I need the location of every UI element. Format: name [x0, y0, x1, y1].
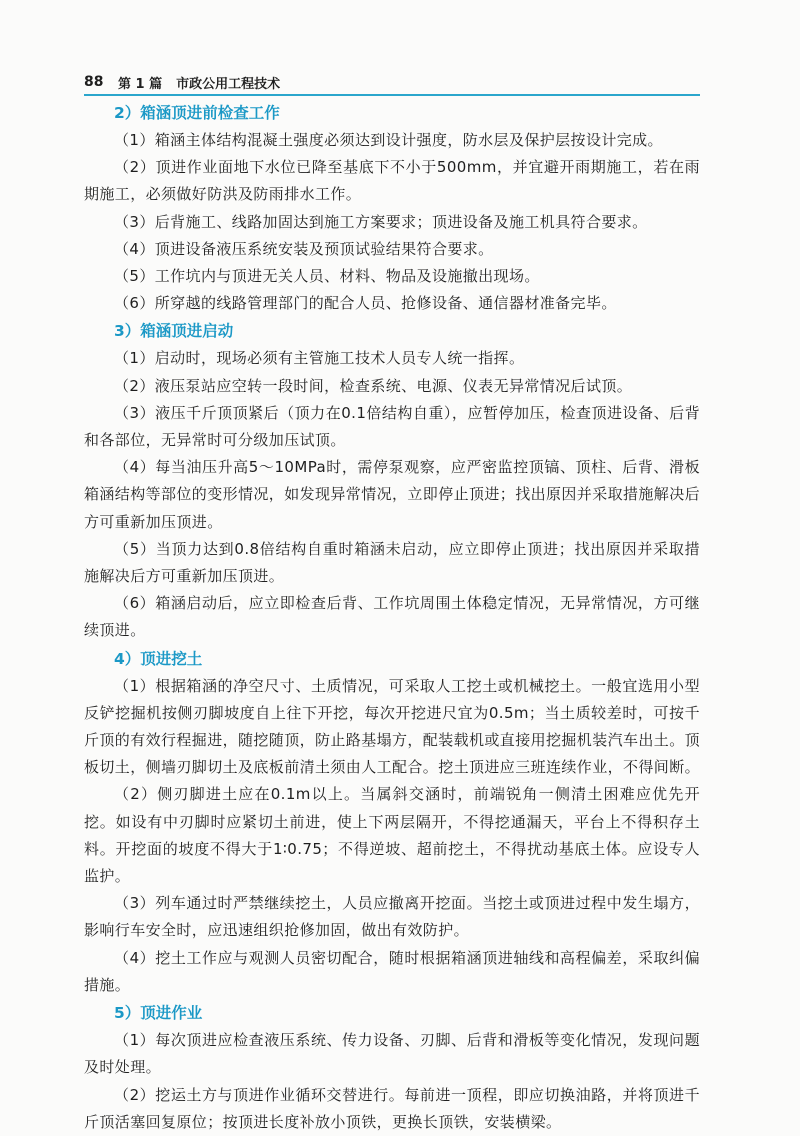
- section-heading: 3）箱涵顶进启动: [114, 322, 234, 341]
- running-header: [84, 70, 700, 94]
- section-heading: 2）箱涵顶进前检查工作: [114, 104, 280, 122]
- paragraph: （3）液压千斤顶顶紧后（顶力在0.1倍结构自重），应暂停加压，检查顶进设备、后背和各部位，无异常时可分级加压试顶。: [84, 403, 700, 450]
- section-startup: [84, 317, 700, 644]
- running-title: 市政公用工程技术: [176, 76, 281, 92]
- paragraph: （2）液压泵站应空转一段时间，检查系统、电源、仪表无异常情况后试顶。: [114, 376, 633, 395]
- paragraph: （2）侧刃脚进土应在0.1m以上。当属斜交涵时，前端锐角一侧清土困难应优先开挖。如设有中刃脚时应紧切土前进，使上下两层隔开，不得挖通漏天，平台上不得积存土料。开挖面的坡度不得大于1∶0.75；不得逆坡、超前挖土，不得扰动基底土体。应设专人监护。: [84, 785, 700, 886]
- paragraph: （2）挖运土方与顶进作业循环交替进行。每前进一顶程，即应切换油路，并将顶进千斤顶活塞回复原位；按顶进长度补放小顶铁，更换长顶铁，安装横梁。: [84, 1085, 700, 1131]
- section-heading: 5）顶进作业: [114, 1004, 203, 1023]
- paragraph: （1）箱涵主体结构混凝土强度必须达到设计强度，防水层及保护层按设计完成。: [114, 131, 663, 149]
- section-jacking: [84, 999, 700, 1136]
- section-inspection: [84, 99, 700, 317]
- page-body: [84, 99, 700, 1136]
- paragraph: （6）所穿越的线路管理部门的配合人员、抢修设备、通信器材准备完毕。: [114, 294, 617, 313]
- paragraph: （1）启动时，现场必须有主管施工技术人员专人统一指挥。: [114, 349, 525, 368]
- paragraph: （2）顶进作业面地下水位已降至基底下不小于500mm，并宜避开雨期施工，若在雨期施工，必须做好防洪及防雨排水工作。: [84, 158, 700, 204]
- paragraph: （1）每次顶进应检查液压系统、传力设备、刃脚、后背和滑板等变化情况，发现问题及时处理。: [84, 1031, 700, 1077]
- section-excavation: [84, 645, 700, 999]
- paragraph: （3）后背施工、线路加固达到施工方案要求；顶进设备及施工机具符合要求。: [114, 212, 648, 231]
- paragraph: （4）挖土工作应与观测人员密切配合，随时根据箱涵顶进轴线和高程偏差，采取纠偏措施。: [84, 948, 700, 994]
- paragraph: （1）根据箱涵的净空尺寸、土质情况，可采取人工挖土或机械挖土。一般宜选用小型反铲挖掘机按侧刃脚坡度自上往下开挖，每次开挖进尺宜为0.5m；当土质较差时，可按千斤顶的有效行程掘进，随挖随顶，防止路基塌方，配装载机或直接用挖掘机装汽车出土。顶板切土，侧墙刃脚切土及底板前清土须由人工配合。挖土顶进应三班连续作业，不得间断。: [84, 676, 701, 777]
- paragraph: （4）顶进设备液压系统安装及预顶试验结果符合要求。: [114, 239, 494, 258]
- header-rule: [84, 94, 700, 96]
- paragraph: （6）箱涵启动后，应立即检查后背、工作坑周围土体稳定情况，无异常情况，方可继续顶进。: [84, 594, 700, 640]
- section-heading: 4）顶进挖土: [114, 649, 203, 668]
- paragraph: （3）列车通过时严禁继续挖土，人员应撤离开挖面。当挖土或顶进过程中发生塌方，影响行车安全时，应迅速组织抢修加固，做出有效防护。: [84, 894, 700, 940]
- page-number: 88: [84, 74, 104, 90]
- paragraph: （5）工作坑内与顶进无关人员、材料、物品及设施撤出现场。: [114, 267, 540, 286]
- part-label: 第 1 篇: [118, 76, 163, 92]
- paragraph: （5）当顶力达到0.8倍结构自重时箱涵未启动，应立即停止顶进；找出原因并采取措施解决后方可重新加压顶进。: [84, 539, 700, 586]
- paragraph: （4）每当油压升高5～10MPa时，需停泵观察，应严密监控顶镐、顶柱、后背、滑板箱涵结构等部位的变形情况，如发现异常情况，立即停止顶进；找出原因并采取措施解决后方可重新加压顶进。: [84, 458, 701, 531]
